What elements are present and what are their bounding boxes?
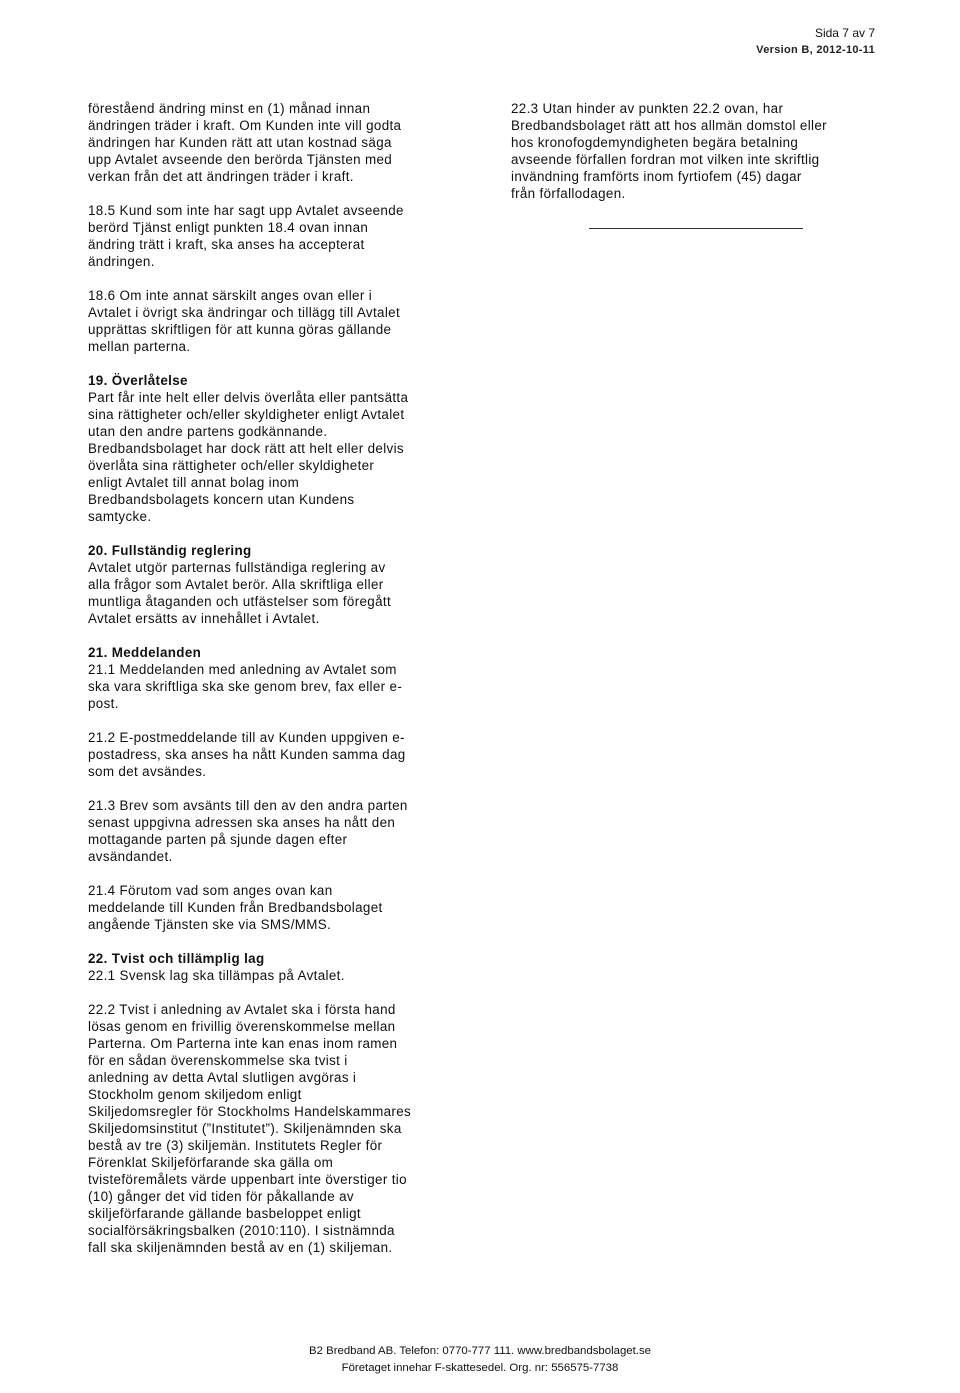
text-line: Avtalet ersätts av innehållet i Avtalet. [88, 611, 320, 626]
text-line: invändning framförts inom fyrtiofem (45) dagar [511, 169, 802, 184]
text-line: ska vara skriftliga ska ske genom brev, fax eller e- [88, 679, 403, 694]
text-line: upp Avtalet avseende den berörda Tjänsten med [88, 152, 393, 167]
heading-22-tvist: 22. Tvist och tillämplig lag [88, 951, 265, 966]
paragraph-19 [88, 389, 468, 525]
footer-org-info: Företaget innehar F-skattesedel. Org. nr: 556575-7738 [341, 1362, 619, 1374]
text-line: anledning av detta Avtal slutligen avgöras i [88, 1070, 357, 1085]
text-line: enligt Avtalet till annat bolag inom [88, 475, 300, 490]
text-line: för en sådan överenskommelse ska tvist i [88, 1053, 348, 1068]
text-line: 18.5 Kund som inte har sagt upp Avtalet avseende [88, 203, 404, 218]
text-line: alla frågor som Avtalet berör. Alla skriftliga eller [88, 577, 384, 592]
paragraph-18-5 [88, 202, 468, 270]
paragraph-intro [88, 100, 468, 185]
paragraph-22-1 [88, 967, 468, 984]
text-line: föreståend ändring minst en (1) månad innan [88, 101, 371, 116]
text-line: ändringen träder i kraft. Om Kunden inte vill godta [88, 118, 402, 133]
text-line: Förenklat Skiljeförfarande ska gälla om [88, 1155, 334, 1170]
text-line: berörd Tjänst enligt punkten 18.4 ovan innan [88, 220, 369, 235]
text-line: Bredbandsbolagets koncern utan Kundens [88, 492, 355, 507]
page-header [756, 27, 875, 57]
text-line: bestå av tre (3) skiljemän. Institutets Regler för [88, 1138, 383, 1153]
paragraph-21-1 [88, 661, 468, 712]
text-line: Skiljedomsinstitut (”Institutet”). Skiljenämnden ska [88, 1121, 402, 1136]
text-line: 22.3 Utan hinder av punkten 22.2 ovan, har [511, 101, 784, 116]
paragraph-20 [88, 559, 468, 627]
heading-21-meddelanden: 21. Meddelanden [88, 645, 202, 660]
text-line: Bredbandsbolaget har dock rätt att helt eller delvis [88, 441, 404, 456]
text-line: Parterna. Om Parterna inte kan enas inom ramen [88, 1036, 398, 1051]
paragraph-21-2 [88, 729, 468, 780]
text-line: senast uppgivna adressen ska anses ha nått den [88, 815, 396, 830]
heading-20-fullstandig-reglering: 20. Fullständig reglering [88, 543, 252, 558]
text-line: sina rättigheter och/eller skyldigheter enligt Avtalet [88, 407, 405, 422]
footer-contact: B2 Bredband AB. Telefon: 0770-777 111. www.bredbandsbolaget.se [309, 1345, 651, 1357]
text-line: post. [88, 696, 119, 711]
text-line: 18.6 Om inte annat särskilt anges ovan eller i [88, 288, 373, 303]
text-line: mottagande parten på sjunde dagen efter [88, 832, 348, 847]
text-line: Avtalet i övrigt ska ändringar och tillägg till Avtalet [88, 305, 401, 320]
text-line: 21.2 E-postmeddelande till av Kunden uppgiven e- [88, 730, 405, 745]
paragraph-21-4 [88, 882, 468, 933]
text-line: upprättas skriftligen för att kunna göras gällande [88, 322, 392, 337]
text-line: Bredbandsbolaget rätt att hos allmän domstol eller [511, 118, 827, 133]
paragraph-22-3 [511, 100, 881, 202]
text-line: fall ska skiljenämnden bestå av en (1) skiljeman. [88, 1240, 393, 1255]
text-line: som det avsändes. [88, 764, 207, 779]
text-line: (10) gånger det vid tiden för påkallande av [88, 1189, 354, 1204]
text-line: ändringen har Kunden rätt att utan kostnad säga [88, 135, 392, 150]
paragraph-21-3 [88, 797, 468, 865]
page-footer [0, 1343, 960, 1377]
text-line: mellan parterna. [88, 339, 191, 354]
text-line: angående Tjänsten ske via SMS/MMS. [88, 917, 332, 932]
text-line: Stockholm genom skiljedom enligt [88, 1087, 302, 1102]
text-line: ändringen. [88, 254, 155, 269]
text-line: hos kronofogdemyndigheten begära betalning [511, 135, 799, 150]
heading-19-overlatelse: 19. Överlåtelse [88, 373, 188, 388]
text-line: lösas genom en frivillig överenskommelse mellan [88, 1019, 396, 1034]
text-line: Part får inte helt eller delvis överlåta eller pantsätta [88, 390, 409, 405]
end-separator-line [589, 228, 803, 229]
text-line: från förfallodagen. [511, 186, 626, 201]
text-line: muntliga åtaganden och utfästelser som föregått [88, 594, 392, 609]
text-line: ändring trätt i kraft, ska anses ha accepterat [88, 237, 365, 252]
text-line: samtycke. [88, 509, 152, 524]
text-line: meddelande till Kunden från Bredbandsbolaget [88, 900, 383, 915]
text-line: verkan från det att ändringen träder i kraft. [88, 169, 354, 184]
text-line: 21.3 Brev som avsänts till den av den andra parten [88, 798, 408, 813]
text-line: Avtalet utgör parternas fullständiga reglering av [88, 560, 386, 575]
text-line: avseende förfallen fordran mot vilken inte skriftlig [511, 152, 820, 167]
version-label: Version B, 2012-10-11 [756, 44, 875, 56]
right-column [511, 100, 881, 229]
text-line: 21.4 Förutom vad som anges ovan kan [88, 883, 333, 898]
text-line: 22.1 Svensk lag ska tillämpas på Avtalet. [88, 968, 345, 983]
text-line: utan den andre partens godkännande. [88, 424, 328, 439]
text-line: postadress, ska anses ha nått Kunden samma dag [88, 747, 406, 762]
text-line: avsändandet. [88, 849, 173, 864]
page-number: Sida 7 av 7 [814, 26, 875, 40]
text-line: skiljeförfarande gällande basbeloppet enligt [88, 1206, 361, 1221]
paragraph-18-6 [88, 287, 468, 355]
text-line: överlåta sina rättigheter och/eller skyldigheter [88, 458, 375, 473]
text-line: 21.1 Meddelanden med anledning av Avtalet som [88, 662, 397, 677]
text-line: 22.2 Tvist i anledning av Avtalet ska i första hand [88, 1002, 396, 1017]
text-line: Skiljedomsregler för Stockholms Handelskammares [88, 1104, 412, 1119]
left-column [88, 100, 468, 1256]
text-line: socialförsäkringsbalken (2010:110). I sistnämnda [88, 1223, 395, 1238]
text-line: tvisteföremålets värde uppenbart inte överstiger tio [88, 1172, 407, 1187]
paragraph-22-2 [88, 1001, 468, 1256]
